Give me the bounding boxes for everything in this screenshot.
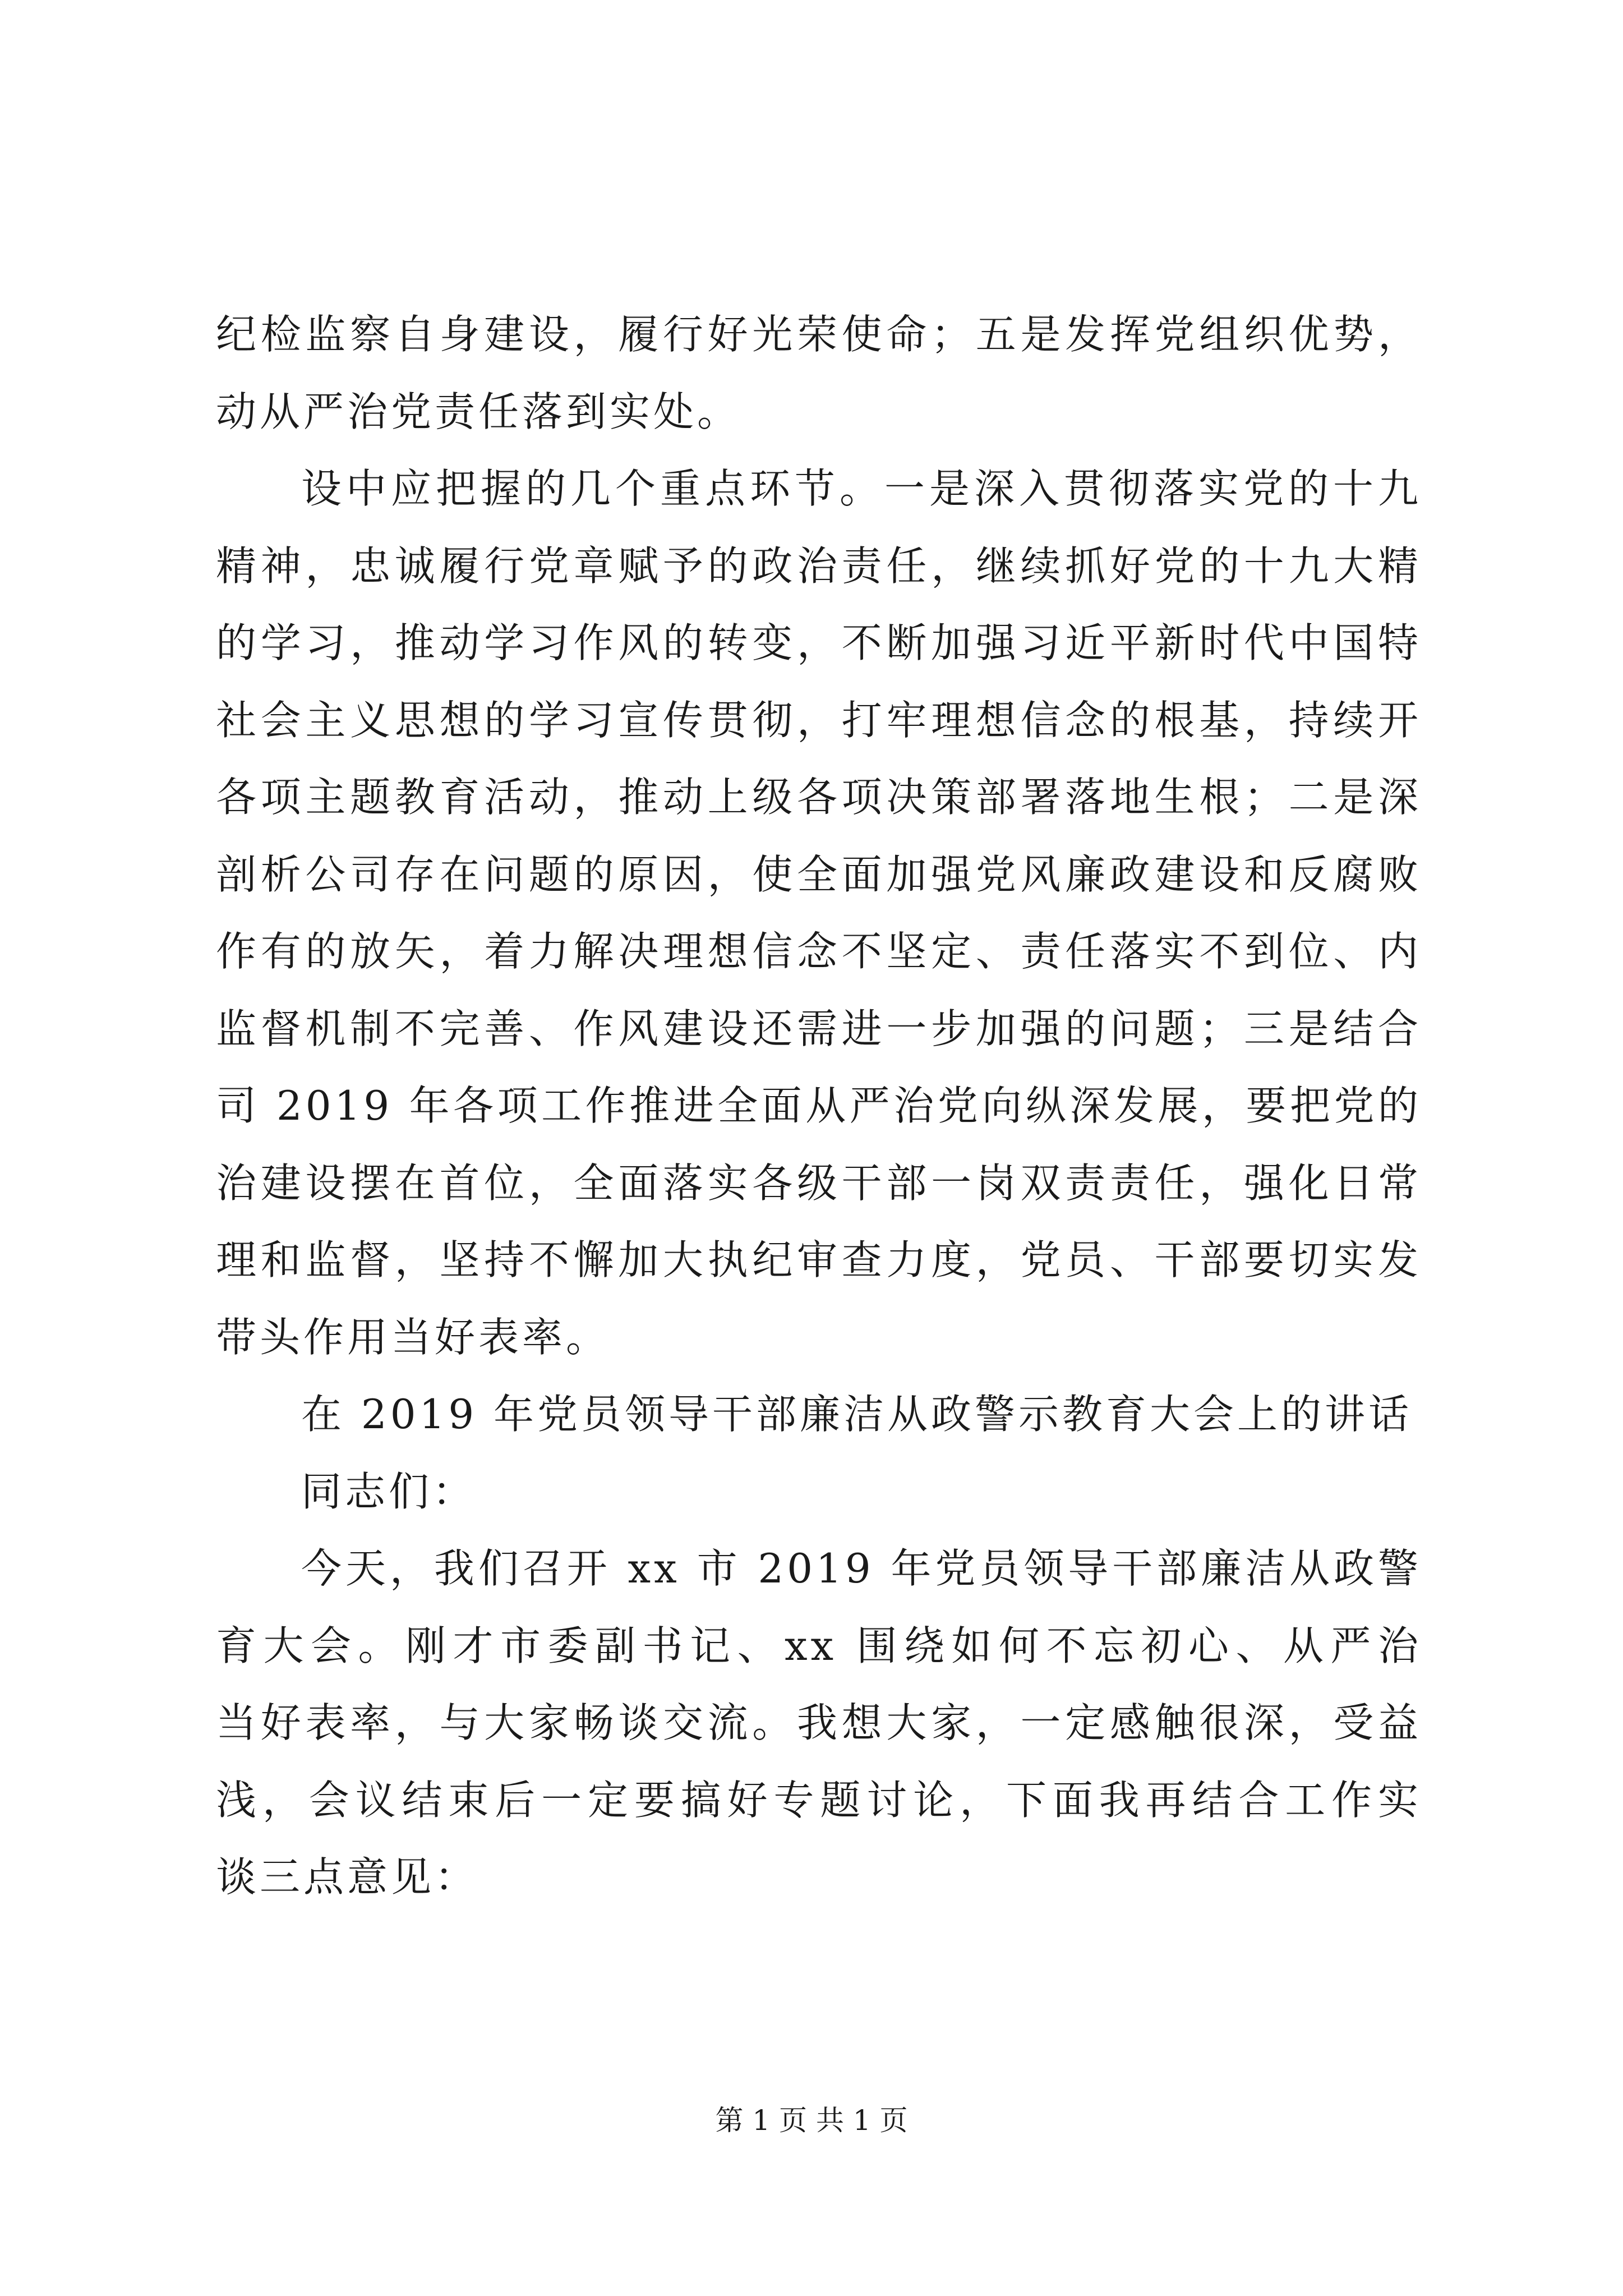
body-line: 谈三点意见： [216, 1853, 479, 1901]
speech-title: 在 2019 年党员领导干部廉洁从政警示教育大会上的讲话 [301, 1391, 1413, 1438]
body-line: 浅，会议结束后一定要搞好专题讨论，下面我再结合工作实 [216, 1776, 1422, 1824]
body-line: 司 2019 年各项工作推进全面从严治党向纵深发展，要把党的 [216, 1082, 1422, 1129]
body-line: 各项主题教育活动，推动上级各项决策部署落地生根；二是深 [216, 774, 1422, 821]
body-line: 精神，忠诚履行党章赋予的政治责任，继续抓好党的十九大精 [216, 542, 1422, 590]
body-line: 当好表率，与大家畅谈交流。我想大家，一定感触很深，受益 [216, 1699, 1422, 1746]
body-line: 育大会。刚才市委副书记、xx 围绕如何不忘初心、从严治 [216, 1622, 1422, 1669]
paragraph-first-line: 设中应把握的几个重点环节。一是深入贯彻落实党的十九 [301, 465, 1422, 512]
document-body [216, 296, 1422, 1916]
body-line: 治建设摆在首位，全面落实各级干部一岗双责责任，强化日常 [216, 1159, 1422, 1207]
body-line: 剖析公司存在问题的原因，使全面加强党风廉政建设和反腐败 [216, 850, 1422, 898]
salutation: 同志们： [301, 1467, 477, 1515]
body-line: 理和监督，坚持不懈加大执纪审查力度，党员、干部要切实发 [216, 1236, 1422, 1283]
body-line: 带头作用当好表率。 [216, 1313, 610, 1361]
body-line: 的学习，推动学习作风的转变，不断加强习近平新时代中国特 [216, 619, 1422, 666]
body-line: 监督机制不完善、作风建设还需进一步加强的问题；三是结合 [216, 1005, 1422, 1052]
body-line: 社会主义思想的学习宣传贯彻，打牢理想信念的根基，持续开 [216, 696, 1422, 744]
body-line: 纪检监察自身建设，履行好光荣使命；五是发挥党组织优势， [216, 311, 1422, 358]
body-line: 作有的放矢，着力解决理想信念不坚定、责任落实不到位、内 [216, 928, 1422, 975]
body-line: 动从严治党责任落到实处。 [216, 388, 741, 435]
paragraph-first-line: 今天，我们召开 xx 市 2019 年党员领导干部廉洁从政警 [301, 1545, 1422, 1592]
page-number-footer: 第 1 页 共 1 页 [715, 2104, 908, 2137]
